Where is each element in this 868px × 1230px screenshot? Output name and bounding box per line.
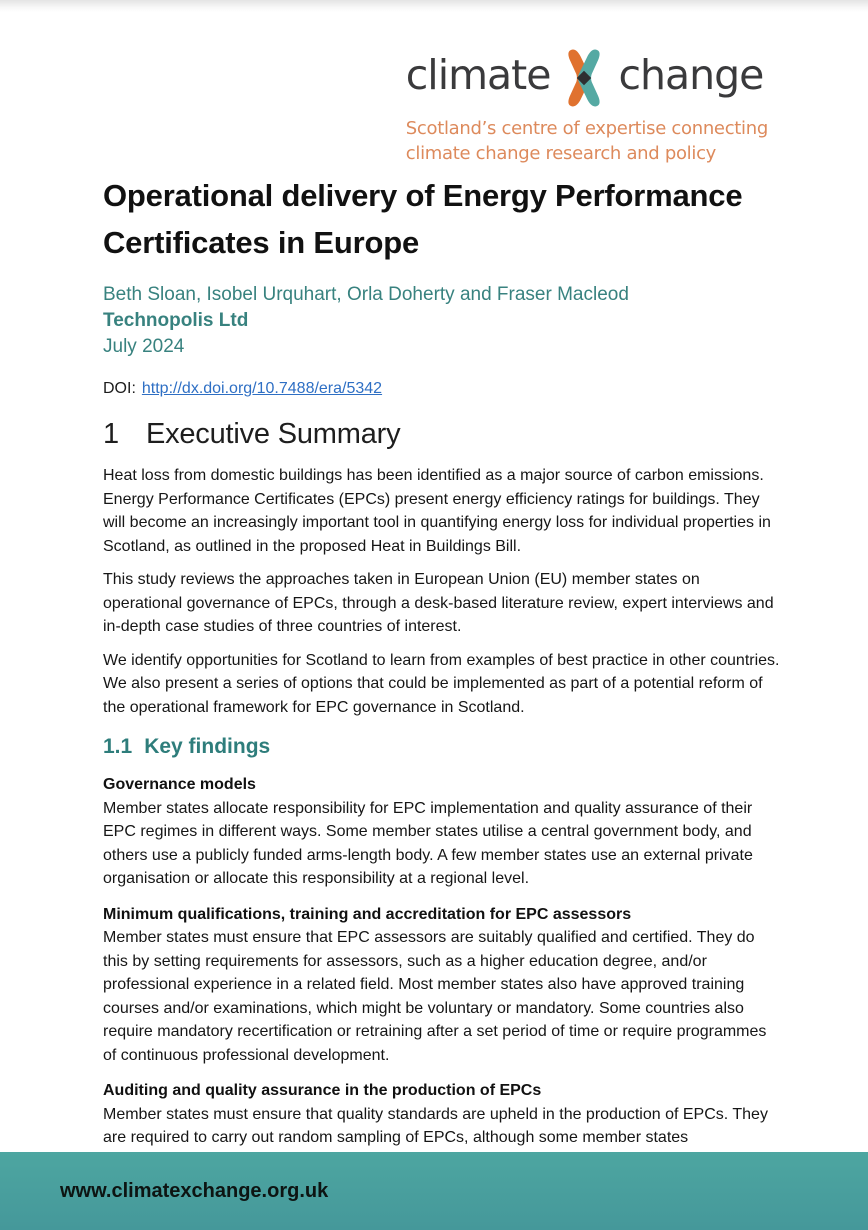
section-heading-executive-summary	[103, 416, 783, 452]
footer-band	[0, 1152, 868, 1230]
logo-x-icon	[552, 47, 616, 109]
subsection-number: 1.1	[103, 735, 133, 758]
exec-summary-paragraph: This study reviews the approaches taken in European Union (EU) member states on operational governance of EPCs, through a desk-based literature review, expert interviews and in-depth case studies of three countries of interest.	[103, 571, 774, 635]
organisation: Technopolis Ltd	[103, 310, 249, 331]
finding-heading: Governance models	[103, 776, 256, 793]
finding-qualifications	[103, 903, 781, 1068]
finding-heading: Minimum qualifications, training and accreditation for EPC assessors	[103, 905, 632, 923]
exec-summary-paragraph: We identify opportunities for Scotland to learn from examples of best practice in other countries. We also present a series of options that could be implemented as part of a potential reform of the operational framework for EPC governance in Scotland.	[103, 651, 780, 716]
doi-label: DOI:	[103, 380, 136, 397]
report-title: Operational delivery of Energy Performance Certificates in Europe	[103, 178, 743, 260]
section-number: 1	[103, 418, 119, 450]
finding-body: Member states must ensure that EPC assessors are suitably qualified and certified. They do this by setting requirements for assessors, such as a higher education degree, and/or professional experience in a related field. Most member states also have approved training courses and/or examinations, which might be voluntary or mandatory. Some countries also require mandatory recertification or retraining after a set period of time or require programmes of continuous professional development.	[103, 929, 767, 1064]
logo-word-climate: climate	[405, 50, 551, 99]
logo-tagline-line2: climate change research and policy	[405, 143, 717, 164]
document-body	[0, 12, 868, 1152]
section-title: Executive Summary	[145, 418, 401, 450]
logo-word-change: change	[618, 50, 764, 99]
authors-block	[103, 282, 783, 360]
finding-heading: Auditing and quality assurance in the production of EPCs	[103, 1082, 542, 1099]
finding-body: Member states allocate responsibility for EPC implementation and quality assurance of their EPC regimes in different ways. Some member states utilise a central government body, and others use a publicly funded arms-length body. A few member states use an external private organisation or allocate this responsibility at a regional level.	[103, 799, 753, 887]
finding-body: Member states must ensure that quality standards are upheld in the production of EPCs. They are required to carry out random sampling of EPCs, although some member states	[103, 1105, 768, 1146]
logo-tagline	[406, 116, 768, 166]
logo-wordmark	[406, 44, 768, 106]
subsection-heading-key-findings	[103, 733, 783, 761]
footer-url[interactable]: www.climatexchange.org.uk	[60, 1179, 329, 1202]
finding-governance-models	[103, 773, 781, 891]
logo-tagline-line1: Scotland’s centre of expertise connecting	[405, 118, 768, 139]
subsection-title: Key findings	[144, 735, 271, 758]
doi-line	[103, 378, 783, 400]
authors-line: Beth Sloan, Isobel Urquhart, Orla Doherty and Fraser Macleod	[103, 284, 629, 305]
exec-summary-paragraph: Heat loss from domestic buildings has been identified as a major source of carbon emissions. Energy Performance Certificates (EPCs) present energy efficiency ratings for buildings. They will become an increasingly important tool in quantifying energy loss for individual properties in Scotland, as outlined in the proposed Heat in Buildings Bill.	[103, 467, 771, 555]
page-top-edge	[0, 0, 868, 12]
doi-link[interactable]: http://dx.doi.org/10.7488/era/5342	[141, 380, 383, 397]
finding-auditing	[103, 1079, 781, 1150]
publication-date: July 2024	[103, 336, 185, 357]
climatexchange-logo	[406, 44, 768, 166]
